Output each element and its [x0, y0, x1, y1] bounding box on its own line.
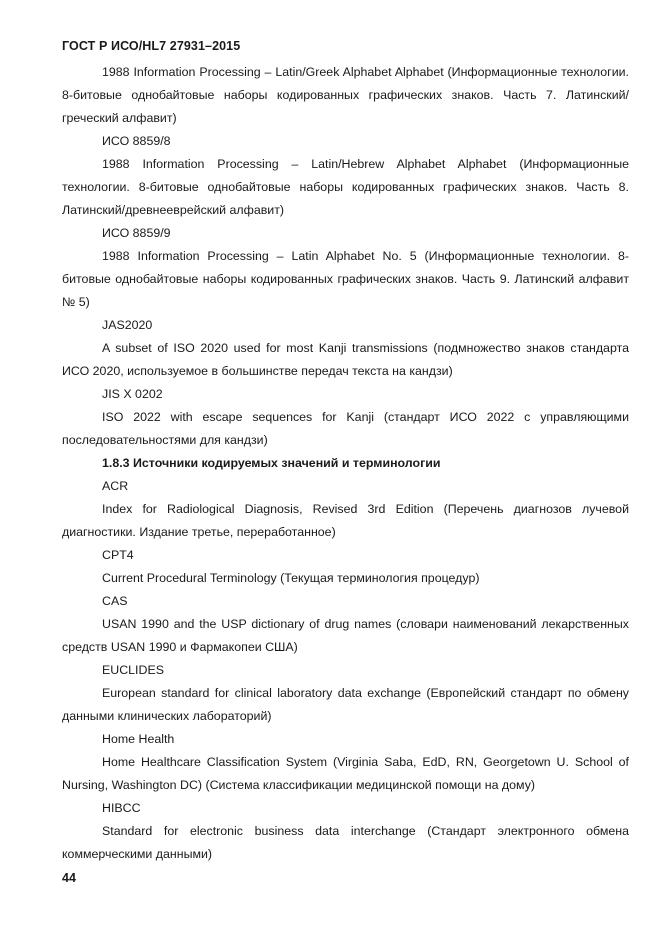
section-heading: 1.8.3 Источники кодируемых значений и терминологии — [102, 456, 441, 470]
entry-description: A subset of ISO 2020 used for most Kanji transmissions (подмножество знаков стандарта ИСО 2020, используемое в большинстве передач текста на кандзи) — [62, 341, 629, 378]
entry-code: ИСО 8859/9 — [102, 226, 171, 240]
entry-code: ИСО 8859/8 — [102, 134, 171, 148]
entry-description: Home Healthcare Classification System (Virginia Saba, EdD, RN, Georgetown U. School of Nursing, Washington DC) (Система классификации медицинской помощи на дому) — [62, 755, 629, 792]
document-header: ГОСТ Р ИСО/HL7 27931–2015 — [62, 39, 241, 53]
entry-code: ACR — [102, 479, 129, 493]
entry-description: USAN 1990 and the USP dictionary of drug names (словари наименований лекарственных средств USAN 1990 и Фармакопеи США) — [62, 617, 629, 654]
entry-description: Current Procedural Terminology (Текущая терминология процедур) — [102, 571, 480, 585]
entry-code: CAS — [102, 594, 128, 608]
entry-code: JAS2020 — [102, 318, 153, 332]
entry-code: JIS X 0202 — [102, 387, 163, 401]
entry-code: CPT4 — [102, 548, 134, 562]
entry-code: Home Health — [102, 732, 175, 746]
entry-description: ISO 2022 with escape sequences for Kanji (стандарт ИСО 2022 с управляющими последовательностями для кандзи) — [62, 410, 629, 447]
entry-description: Standard for electronic business data interchange (Стандарт электронного обмена коммерческими данными) — [62, 824, 629, 861]
entry-code: HIBCC — [102, 801, 141, 815]
page-number: 44 — [62, 871, 76, 885]
entry-description: Index for Radiological Diagnosis, Revised 3rd Edition (Перечень диагнозов лучевой диагностики. Издание третье, переработанное) — [62, 502, 629, 539]
entry-description: European standard for clinical laboratory data exchange (Европейский стандарт по обмену данными клинических лабораторий) — [62, 686, 629, 723]
entry-description: 1988 Information Processing – Latin Alphabet No. 5 (Информационные технологии. 8-битовые однобайтовые наборы кодированных графических знаков. Часть 9. Латинский алфавит № 5) — [62, 249, 629, 309]
entry-description: 1988 Information Processing – Latin/Hebrew Alphabet Alphabet (Информационные технологии. 8-битовые однобайтовые наборы кодированных графических знаков. Часть 8. Латинский/древнееврейский алфавит) — [62, 157, 629, 217]
page-content — [62, 61, 629, 866]
entry-description: 1988 Information Processing – Latin/Greek Alphabet Alphabet (Информационные технологии. 8-битовые однобайтовые наборы кодированных графических знаков. Часть 7. Латинский/греческий алфавит) — [62, 65, 629, 125]
entry-code: EUCLIDES — [102, 663, 164, 677]
